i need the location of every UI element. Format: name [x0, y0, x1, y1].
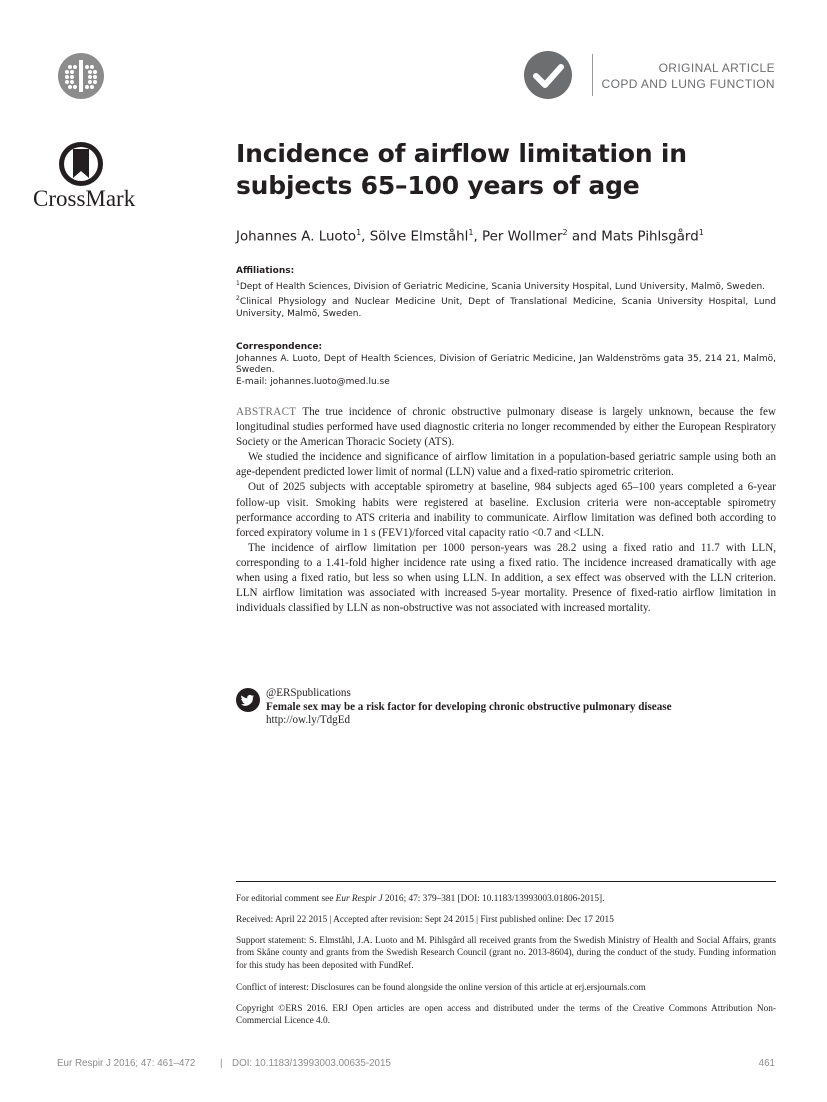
editorial-note	[236, 893, 776, 905]
tweet-text: Female sex may be a risk factor for developing chronic obstructive pulmonary disease	[266, 700, 672, 713]
received-dates: Received: April 22 2015 | Accepted after revision: Sept 24 2015 | First published online: Dec 17 2015	[236, 915, 614, 925]
abstract-paragraph: The incidence of airflow limitation per 1000 person-years was 28.2 using a fixed ratio and 11.7 with LLN, corresponding to a 1.41-fold higher incidence rate using a fixed ratio. The incidence increased dramatically with age when using a fixed ratio, but less so when using LLN. In addition, a sex effect was observed with the LLN criterion. LLN airflow limitation was associated with increased 5-year mortality. Presence of fixed-ratio airflow limitation in individuals classified by LLN as non-obstructive was not associated with increased mortality.	[236, 541, 776, 615]
article-type: ORIGINAL ARTICLE	[658, 61, 775, 75]
correspondence	[236, 342, 776, 388]
footer-rule	[236, 881, 776, 882]
header-divider	[592, 54, 593, 96]
twitter-bird-icon	[236, 688, 260, 712]
editorial-suffix: 2016; 47: 379–381 [DOI: 10.1183/13993003.01806-2015].	[382, 894, 605, 904]
article-section: COPD AND LUNG FUNCTION	[601, 77, 775, 91]
support-statement: Support statement: S. Elmståhl, J.A. Luoto and M. Pihlsgård all received grants from the Swedish Ministry of Health and Social Affairs, grants from Skåne county and grants from the Swedish Research Council (grant no. 2013-8604), during the conduct of the study. Funding information for this study has been deposited with FundRef.	[236, 936, 776, 971]
affiliations	[236, 266, 776, 320]
editorial-prefix: For editorial comment see	[236, 894, 336, 904]
affiliation-marker: 2	[236, 295, 240, 302]
affiliation-marker: 1	[236, 279, 240, 287]
abstract-label: ABSTRACT	[236, 406, 297, 418]
copyright-notice: Copyright ©ERS 2016. ERJ Open articles are open access and distributed under the terms of the Creative Commons Attribution Non-Commercial Licence 4.0.	[236, 1004, 776, 1027]
abstract-paragraph-text: The true incidence of chronic obstructive pulmonary disease is largely unknown, because the few longitudinal studies performed have used diagnostic criteria no longer recommended by either the European Respiratory Society or the American Thoracic Society (ATS).	[236, 406, 776, 449]
correspondence-heading: Correspondence:	[236, 342, 323, 352]
tweet-link[interactable]: http://ow.ly/TdgEd	[266, 714, 351, 726]
page-number: 461	[758, 1058, 775, 1069]
conflict-of-interest: Conflict of interest: Disclosures can be found alongside the online version of this article at erj.ersjournals.com	[236, 983, 646, 993]
ers-lung-logo	[58, 53, 104, 99]
crossmark-label[interactable]: CrossMark	[33, 186, 136, 211]
author-name: Mats Pihlsgård	[601, 229, 699, 245]
author-name: Johannes A. Luoto	[236, 229, 357, 245]
checkmark-circle-icon	[524, 51, 572, 99]
author-name: Per Wollmer	[482, 229, 563, 245]
author-affiliation-marker: 1	[698, 228, 704, 237]
abstract-paragraph: Out of 2025 subjects with acceptable spirometry at baseline, 984 subjects aged 65–100 years completed a 6-year follow-up visit. Smoking habits were registered at baseline. Exclusion criteria were non-acceptable spirometry performance according to ATS criteria and inability to communicate. Airflow limitation was defined both according to forced expiratory volume in 1 s (FEV1)/forced vital capacity ratio <0.7 and <LLN.	[236, 481, 776, 539]
article-title: Incidence of airflow limitation in subjects 65–100 years of age	[236, 139, 687, 200]
tweet-handle[interactable]: @ERSpublications	[266, 687, 351, 699]
tweet	[266, 687, 786, 728]
correspondence-email[interactable]: E-mail: johannes.luoto@med.lu.se	[236, 376, 390, 387]
author-separator: ,	[473, 229, 482, 245]
affiliation-item	[236, 278, 776, 294]
author-separator: and	[567, 229, 602, 245]
affiliation-item	[236, 293, 776, 320]
bottom-separator: |	[220, 1058, 223, 1069]
author-name: Sölve Elmståhl	[369, 229, 469, 245]
author-affiliation-marker: 1	[356, 228, 362, 237]
correspondence-address: Johannes A. Luoto, Dept of Health Sciences, Division of Geriatric Medicine, Jan Waldenströms gata 35, 214 21, Malmö, Sweden.	[236, 353, 776, 375]
article-doi[interactable]: DOI: 10.1183/13993003.00635-2015	[232, 1058, 391, 1069]
abstract	[236, 405, 776, 616]
abstract-paragraph	[236, 405, 776, 450]
author-separator: ,	[361, 229, 370, 245]
author-affiliation-marker: 2	[562, 228, 568, 237]
author-affiliation-marker: 1	[468, 228, 474, 237]
abstract-paragraph: We studied the incidence and significance of airflow limitation in a population-based geriatric sample using both an age-dependent predicted lower limit of normal (LLN) value and a fixed-ratio spirometric criterion.	[236, 451, 776, 479]
affiliation-text: Clinical Physiology and Nuclear Medicine Unit, Dept of Translational Medicine, Scania University Hospital, Lund University, Malmö, Sweden.	[236, 297, 776, 319]
editorial-journal: Eur Respir J	[335, 894, 383, 904]
crossmark-bookmark-icon[interactable]	[57, 140, 105, 190]
affiliations-heading: Affiliations:	[236, 266, 295, 276]
affiliation-text: Dept of Health Sciences, Division of Geriatric Medicine, Scania University Hospital, Lund University, Malmö, Sweden.	[239, 281, 766, 292]
author-list	[236, 228, 796, 244]
journal-reference: Eur Respir J 2016; 47: 461–472	[57, 1058, 196, 1069]
